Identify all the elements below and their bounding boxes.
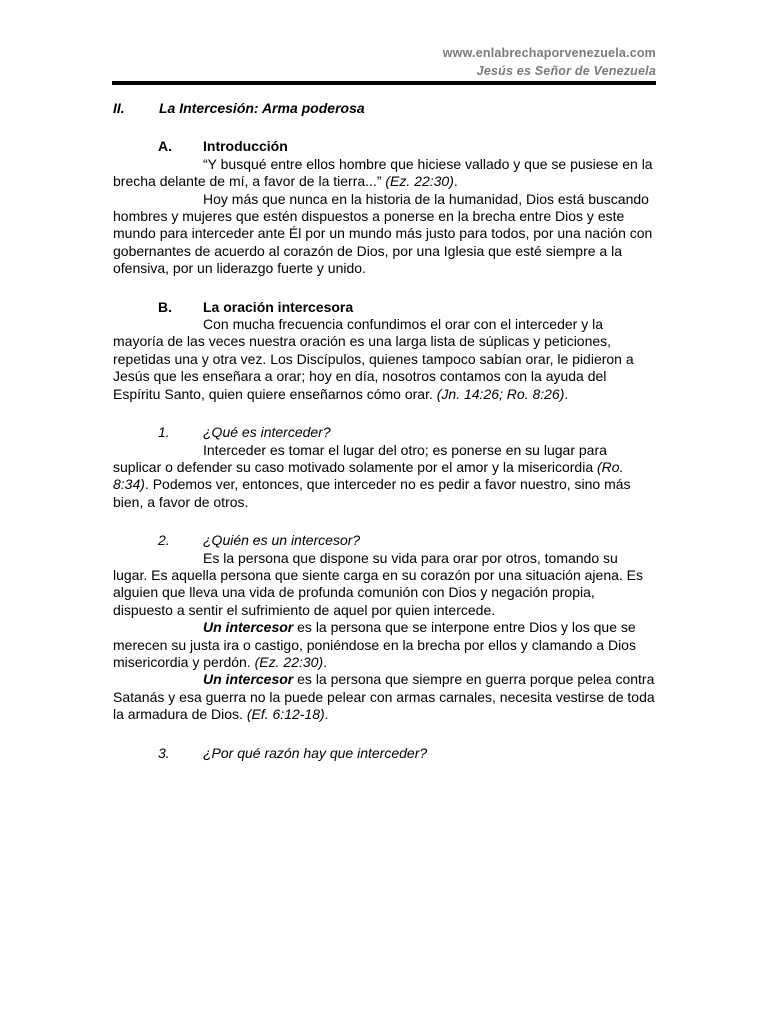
question-3-heading xyxy=(158,745,655,762)
question-1-title: ¿Qué es interceder? xyxy=(203,424,331,441)
question-3-title: ¿Por qué razón hay que interceder? xyxy=(203,744,428,761)
intro-quote xyxy=(113,156,655,191)
section-heading xyxy=(113,100,655,117)
question-1-number: 1. xyxy=(158,424,170,441)
prayer-paragraph xyxy=(113,316,655,403)
intro-quote-end: . xyxy=(453,173,458,190)
intro-quote-ref: (Ez. 22:30) xyxy=(385,173,454,190)
prayer-end: . xyxy=(564,385,569,402)
subsection-a-title: Introducción xyxy=(203,138,288,155)
intercesor-2-text: es la persona que siempre en guerra porque pelea contra Satanás y esa guerra no la puede pelear con armas carnales, necesita vestirse de toda la armadura de Dios. xyxy=(113,671,655,723)
question-2-heading xyxy=(158,532,655,549)
question-1-heading xyxy=(158,424,655,441)
prayer-ref: (Jn. 14:26; Ro. 8:26) xyxy=(436,385,565,402)
intercesor-2-end: . xyxy=(324,706,329,723)
header-tagline: Jesús es Señor de Venezuela xyxy=(476,64,656,78)
document-body xyxy=(113,100,655,762)
intercesor-paragraph-2 xyxy=(113,671,655,723)
question-2-paragraph: Es la persona que dispone su vida para orar por otros, tomando su lugar. Es aquella persona que siente carga en su corazón por una situación ajena. Es alguien que lleva una vida de profunda comunión con Dios y negación propia, dispuesto a sentir el sufrimiento de aquel por quien intercede. xyxy=(113,549,644,618)
section-title: La Intercesión: Arma poderosa xyxy=(159,100,365,116)
intro-paragraph: Hoy más que nunca en la historia de la humanidad, Dios está buscando hombres y mujeres que estén dispuestos a ponerse en la brecha entre Dios y este mundo para interceder ante Él por un mundo más justo para todos, por una nación con gobernantes de acuerdo al corazón de Dios, por una Iglesia que esté siempre a la ofensiva, por un liderazgo fuerte y unido. xyxy=(113,190,653,277)
prayer-text: Con mucha frecuencia confundimos el orar con el interceder y la mayoría de las veces nuestra oración es una larga lista de súplicas y peticiones, repetidas una y otra vez. Los Discípulos, quienes tampoco sabían orar, le pidieron a Jesús que les enseñara a orar; hoy en día, nosotros contamos con la ayuda del Espíritu Santo, quien quiere enseñarnos cómo orar. xyxy=(113,316,634,402)
intercesor-1-end: . xyxy=(323,653,327,670)
question-2-number: 2. xyxy=(158,532,170,549)
question-3-number: 3. xyxy=(158,744,170,761)
subsection-a-letter: A. xyxy=(158,138,172,155)
intercesor-2-lead: Un intercesor xyxy=(203,671,294,688)
intercesor-1-ref: (Ez. 22:30) xyxy=(254,653,324,670)
intercesor-2-ref: (Ef. 6:12-18) xyxy=(246,706,325,723)
page-header xyxy=(256,44,656,80)
q1-text-1: Interceder es tomar el lugar del otro; es ponerse en su lugar para suplicar o defender su caso motivado solamente por el amor y la misericordia xyxy=(113,441,607,475)
website-url: www.enlabrechaporvenezuela.com xyxy=(442,46,656,60)
intercesor-1-lead: Un intercesor xyxy=(203,619,294,636)
section-number: II. xyxy=(113,100,125,116)
subsection-b-letter: B. xyxy=(158,298,172,315)
question-1-paragraph xyxy=(113,442,655,512)
intercesor-paragraph-1 xyxy=(113,619,655,671)
q1-text-2: . Podemos ver, entonces, que interceder no es pedir a favor nuestro, sino más bien, a favor de otros. xyxy=(113,476,631,510)
question-2-title: ¿Quién es un intercesor? xyxy=(203,532,361,549)
intro-quote-text: “Y busqué entre ellos hombre que hiciese vallado y que se pusiese en la brecha delante de mí, a favor de la tierra...” xyxy=(113,155,653,190)
subsection-a-heading xyxy=(158,138,655,155)
subsection-b-heading xyxy=(158,299,655,316)
q1-ref: (Ro. 8:34) xyxy=(113,458,624,493)
subsection-b-title: La oración intercesora xyxy=(203,298,354,315)
header-rule xyxy=(112,81,656,85)
intercesor-1-text: es la persona que se interpone entre Dios y los que se merecen su justa ira o castigo, poniéndose en la brecha por ellos y clamando a Dios misericordia y perdón. xyxy=(113,619,636,670)
